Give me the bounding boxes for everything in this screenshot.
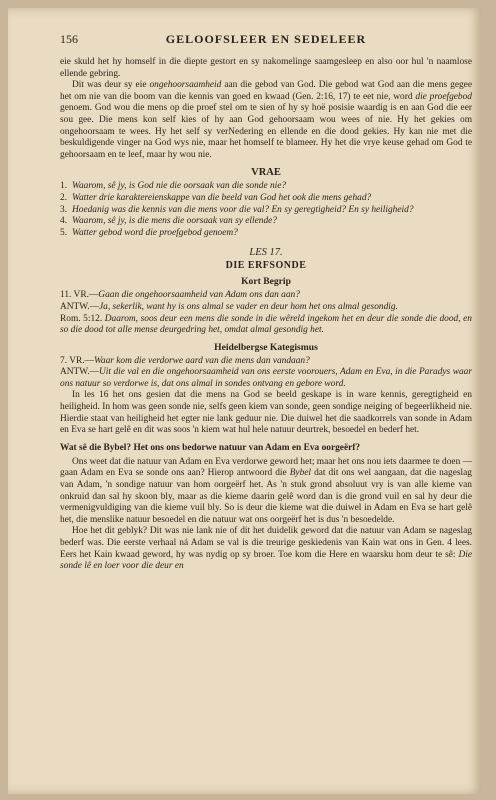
kort-begrip-answer — [60, 302, 472, 314]
page-number: 156 — [60, 32, 78, 46]
question-label: 7. VR.— — [60, 355, 94, 366]
lesson-number: LES 17. — [249, 247, 283, 259]
paragraph-continuation: eie skuld het hy homself in die diepte gestort en sy nakomelinge saamgesleep en also oor hul 'n naamlose ellende gebring. — [60, 57, 472, 79]
item-text: Watter drie karaktereienskappe van die beeld van God het ook die mens gehad? — [72, 192, 372, 203]
item-number: 1. — [60, 181, 68, 192]
paragraph-proefgebod — [60, 80, 472, 161]
answer-label: ANTW.— — [60, 367, 99, 378]
heidelbergse-heading: Heidelbergse Kategismus — [214, 341, 318, 353]
kort-begrip-heading: Kort Begrip — [241, 276, 291, 288]
answer-label: ANTW.— — [60, 301, 99, 312]
page-header — [60, 32, 472, 47]
list-item — [60, 181, 472, 193]
running-title: GELOOFSLEER EN SEDELEER — [165, 32, 367, 46]
paragraph-bybel — [60, 457, 472, 527]
lesson-title: DIE ERFSONDE — [225, 260, 307, 272]
answer-text: Uit die val en die ongehoorsaamheid van ons eerste voorouers, Adam en Eva, in die Paradys waar ons natuur so verdorwe is, dat ons almal in sondes ontvang en gebore word. — [60, 367, 472, 389]
italic-term: die proefgebod — [415, 91, 472, 102]
section-question-heading: Wat sê die Bybel? Het ons ons bedorwe natuur van Adam en Eva oorgeërf? — [60, 442, 361, 453]
text-run: aan die gebod van God. Die gebod wat God aan die mens gegee het om nie van die boom van die kennis van goed en kwaad (Gen. 2:16, 17) te eet nie, word — [60, 80, 472, 102]
item-text: Hoedanig was die kennis van die mens voor die val? En sy geregtigheid? En sy heiligheid? — [72, 204, 414, 215]
scripture-text: Daarom, soos deur een mens die sonde in die wêreld ingekom het en deur die sonde die dood, en so die dood tot alle mense deurgedring het, omdat almal gesondig het. — [60, 313, 472, 336]
page-content — [60, 32, 472, 573]
item-text: Waarom, sê jy, is die mens die oorsaak van sy ellende? — [72, 216, 277, 227]
scripture-reference — [60, 314, 472, 337]
scripture-label: Rom. 5:12. — [60, 313, 103, 324]
text-run: dat dit ons wel aangaan, dat die nageslag van Adam, 'n sondige natuur van hom oorgeërf het. As 'n stuk grond absoluut vry is van alle kieme van onkruid dan sal hy skoon bly, maar as die kieme daarin gelê word dan is die grond vuil en sal hy deur die vermenigvuldiging van die kieme vuil bly. So is deur die kieme wat die duiwel in Adam en Eva se hart gelê het, die menslike natuur besoedel en die natuur wat ons oorgeërf het is dus 'n besoedelde. — [60, 468, 472, 525]
answer-text: Ja, sekerlik, want hy is ons almal se vader en deur hom het ons almal gesondig. — [98, 301, 398, 312]
text-run: Dit was deur sy eie — [72, 80, 150, 91]
book-page — [8, 8, 482, 794]
kort-begrip-question — [60, 290, 472, 302]
list-item — [60, 205, 472, 217]
italic-term: ongehoorsaamheid — [149, 80, 222, 91]
list-item — [60, 228, 472, 240]
vrae-heading: VRAE — [251, 167, 281, 179]
text-run: Hoe het dit geblyk? Dit was nie lank nie of dit het duidelik geword dat die natuur van Adam se nageslag bederf was. Die eerste verhaal ná Adam se val is die treurige geskiedenis van Kain wat ons in Gen. 4 lees. Eers het Kain kwaad geword, hy was nydig op sy broer. Toe kom die Here en waarsku hom deur te sê: — [60, 526, 472, 560]
list-item — [60, 216, 472, 228]
paragraph-kain — [60, 526, 472, 572]
vrae-list — [60, 181, 472, 239]
item-number: 3. — [60, 204, 68, 215]
item-number: 4. — [60, 216, 68, 227]
heidelbergse-question — [60, 356, 472, 368]
list-item — [60, 193, 472, 205]
item-number: 5. — [60, 227, 68, 238]
item-number: 2. — [60, 192, 68, 203]
text-run: Ons weet dat die natuur van Adam en Eva verdorwe geword het; maar het ons nou iets daarmee te doen — gaan Adam en Eva se sonde ons aan? Hierop antwoord die — [60, 456, 472, 479]
text-run: genoem. God wou die mens op die proef stel om te sien of hy sy hoë posisie waardig is en aan God die eer sou gee. Die mens kon self kies of hy aan God gehoorsaam wou wees of nie. Hy het gekies om ongehoorsaam te wees. Hy het self sy verNedering en ellende en die dood gekies. Hy kan nie met die beskuldigende vinger na God wys nie, maar het homself te blameer. Hy het die vrye keuse gehad om God te gehoorsaam en te leef, maar hy wou nie. — [60, 103, 472, 160]
heidelbergse-answer — [60, 367, 472, 390]
question-label: 11. VR.— — [60, 290, 99, 301]
paragraph-les16: In les 16 het ons gesien dat die mens na God se beeld geskape is in ware kennis, geregtigheid en heiligheid. In hom was geen sonde nie, selfs geen kiem van sonde, geen sondige neiging of begeerlikheid nie. Hierdie staat van heiligheid het egter nie lank geduur nie. Die duiwel het die saadkorrels van sonde in Adam en Eva se hart gelê en dit was soos 'n kiem wat hul hele natuur deurtrek, besoedel en bederf het. — [60, 390, 472, 436]
item-text: Watter gebod word die proefgebod genoem? — [72, 227, 238, 238]
question-text: Gaan die ongehoorsaamheid van Adam ons dan aan? — [98, 290, 300, 301]
italic-term: Die sonde lê en loer voor die deur en — [60, 549, 472, 572]
italic-term: Bybel — [289, 468, 312, 479]
item-text: Waarom, sê jy, is God nie die oorsaak van die sonde nie? — [72, 181, 287, 192]
question-text: Waar kom die verdorwe aard van die mens dan vandaan? — [93, 355, 310, 366]
